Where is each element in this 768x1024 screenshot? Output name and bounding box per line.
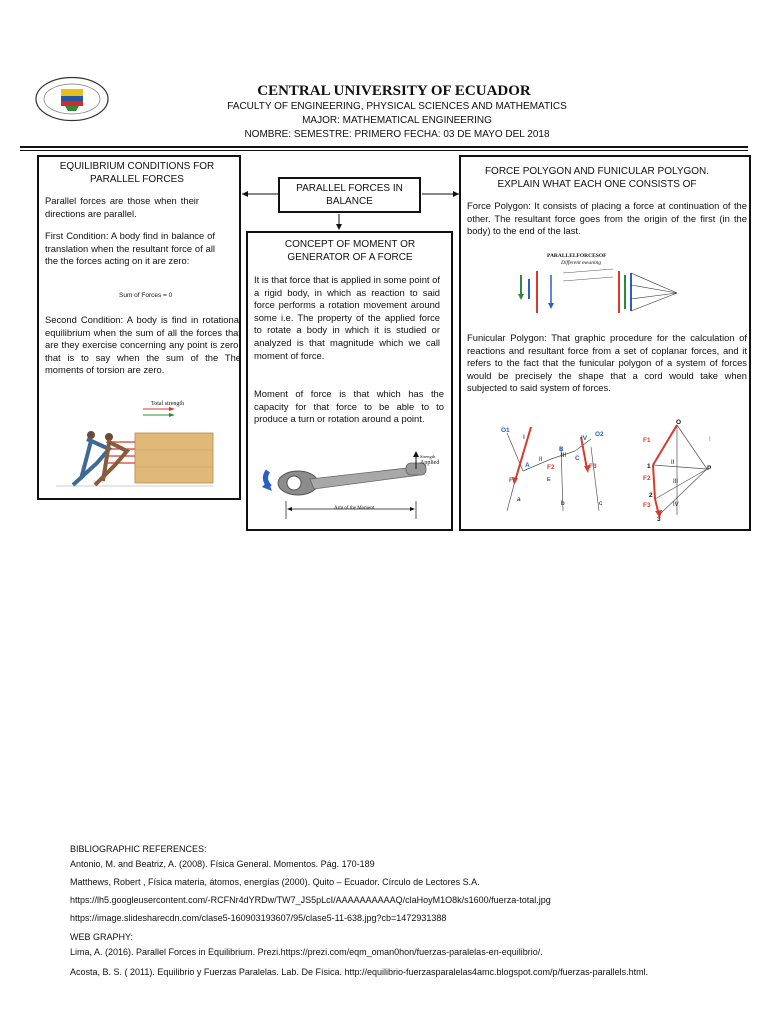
- student-line: NOMBRE: SEMESTRE: PRIMERO FECHA: 03 DE MAYO DEL 2018: [244, 129, 550, 140]
- header-rule-thin: [20, 150, 748, 151]
- label-b: b: [561, 500, 565, 507]
- label-o2: O2: [595, 431, 604, 438]
- web-reference-item: Lima, A. (2016). Parallel Forces in Equilibrium. Prezi.https://prezi.com/eqm_oman0hon/fuerzas-paralelas-en-equilibrio/.: [70, 947, 543, 957]
- web-graphy-heading: WEB GRAPHY:: [70, 932, 134, 942]
- label-ii: II: [539, 457, 543, 463]
- header-rule: [20, 146, 748, 148]
- diagram-title: PARALLELFORCESOF: [547, 253, 607, 259]
- label-f2: F2: [547, 464, 555, 471]
- central-title: PARALLEL FORCES IN BALANCE: [296, 183, 403, 207]
- university-name: CENTRAL UNIVERSITY OF ECUADOR: [257, 83, 531, 99]
- moment-of-force-panel: [246, 231, 453, 531]
- wrench-applied-label: Applied: [420, 460, 440, 466]
- panel-title: CONCEPT OF MOMENT OR GENERATOR OF A FORCE: [284, 239, 416, 263]
- references-heading: BIBLIOGRAPHIC REFERENCES:: [70, 844, 207, 854]
- label-iii: III: [561, 453, 567, 459]
- pole-label-1: 1: [647, 463, 651, 470]
- label-e: E: [547, 477, 551, 483]
- major-line: MAJOR: MATHEMATICAL ENGINEERING: [302, 115, 492, 126]
- pole-label-ii: II: [671, 460, 675, 466]
- label-b-upper: B: [559, 447, 564, 453]
- parallel-forces-polygon-diagram: [501, 267, 701, 315]
- label-f1: F1: [509, 477, 517, 484]
- moment-definition-text: It is that force that is applied in some point of a rigid body, in which as reaction to said force performs a rotation movement around some i.e. The property of the applied force to rotate a body in which it is studied or analyzed is that magnitude which we call moment of force.: [254, 274, 440, 361]
- first-condition-text: First Condition: A body find in balance of translation when the resultant force of all the the forces acting on it are zero:: [45, 230, 215, 267]
- reference-link[interactable]: https://lh5.googleusercontent.com/-RCFNr4dYRDw/TW7_JS5pLcI/AAAAAAAAAAQ/claHoyM1O8k/s1600/fuerza-total.jpg: [70, 895, 551, 905]
- pole-label-p: P: [707, 465, 712, 472]
- diagram-subtitle: Different meaning: [561, 260, 601, 266]
- faculty-line: FACULTY OF ENGINEERING, PHYSICAL SCIENCES AND MATHEMATICS: [227, 101, 567, 112]
- wrench-moment-illustration: [256, 451, 442, 527]
- pushing-crate-illustration: [51, 405, 219, 489]
- label-iv: IV: [581, 435, 588, 442]
- panel-title: EQUILIBRIUM CONDITIONS FOR PARALLEL FORCES: [59, 161, 215, 185]
- sum-of-forces-equation: Sum of Forces = 0: [119, 292, 173, 299]
- parallel-forces-definition: Parallel forces are those when their directions are parallel.: [45, 195, 199, 219]
- pole-label-3: 3: [657, 516, 661, 523]
- label-c-lower: c: [599, 500, 603, 507]
- reference-item: Antonio, M. and Beatriz, A. (2008). Física General. Momentos. Pág. 170-189: [70, 859, 375, 869]
- force-polygon-pole-diagram: [637, 419, 741, 523]
- label-a-lower: a: [517, 496, 521, 503]
- label-c-upper: C: [575, 455, 580, 462]
- reference-item: Matthews, Robert , Física materia, átomos, energías (2000). Quito – Ecuador. Círculo de Lectores S.A.: [70, 877, 480, 887]
- web-reference-item: Acosta, B. S. ( 2011). Equilibrio y Fuerzas Paralelas. Lab. De Física. http://equilibrio-fuerzasparalelas4amc.blogspot.com/p/fuerzas-parallels.html.: [70, 967, 649, 977]
- label-i: I: [523, 434, 525, 441]
- label-o1: O1: [501, 427, 510, 434]
- pole-label-iii: III: [673, 479, 679, 485]
- pole-label-f1: F1: [643, 437, 651, 444]
- total-strength-caption: Total strength: [151, 401, 185, 407]
- label-f3: F3: [589, 463, 597, 470]
- parallel-forces-in-balance-box: [278, 177, 421, 213]
- wrench-strength-label: Strength: [420, 454, 436, 459]
- pole-label-o: O: [676, 419, 682, 426]
- equilibrium-conditions-panel: [37, 155, 241, 500]
- wrench-arm-label: Arm of the Moment: [334, 506, 375, 511]
- force-polygon-panel: [459, 155, 751, 531]
- label-a-upper: A: [525, 462, 530, 469]
- panel-title: FORCE POLYGON AND FUNICULAR POLYGON. EXPLAIN WHAT EACH ONE CONSISTS OF: [484, 166, 710, 190]
- pole-label-iv: IV: [673, 502, 679, 508]
- second-condition-text: Second Condition: A body is find in rotational equilibrium when the sum of all the forces that are they exercise concerning any point is zero, that is to say when the sum of the The moments of torsion are zero.: [45, 314, 241, 376]
- pole-label-f2: F2: [643, 475, 651, 482]
- pole-label-i: I: [709, 437, 711, 443]
- moment-capacity-text: Moment of force is that which has the capacity for that force to be able to to produce a turn or rotation around a point.: [254, 388, 444, 425]
- reference-link[interactable]: https://image.slidesharecdn.com/clase5-160903193607/95/clase5-11-638.jpg?cb=1472931388: [70, 913, 447, 923]
- funicular-polygon-text: Funicular Polygon: That graphic procedure for the calculation of reactions and resultant force from a set of coplanar forces, and it refers to the fact that the funicular polygon of a system of forces would be precisely the shape that a cord would take when subjected to said system of forces.: [467, 332, 747, 394]
- references-section: [70, 843, 710, 981]
- pole-label-2: 2: [649, 492, 653, 499]
- pole-label-f3: F3: [643, 502, 651, 509]
- force-polygon-text: Force Polygon: It consists of placing a force at continuation of the other. The resultant force goes from the origin of the first (in the body) to the end of the last.: [467, 200, 747, 237]
